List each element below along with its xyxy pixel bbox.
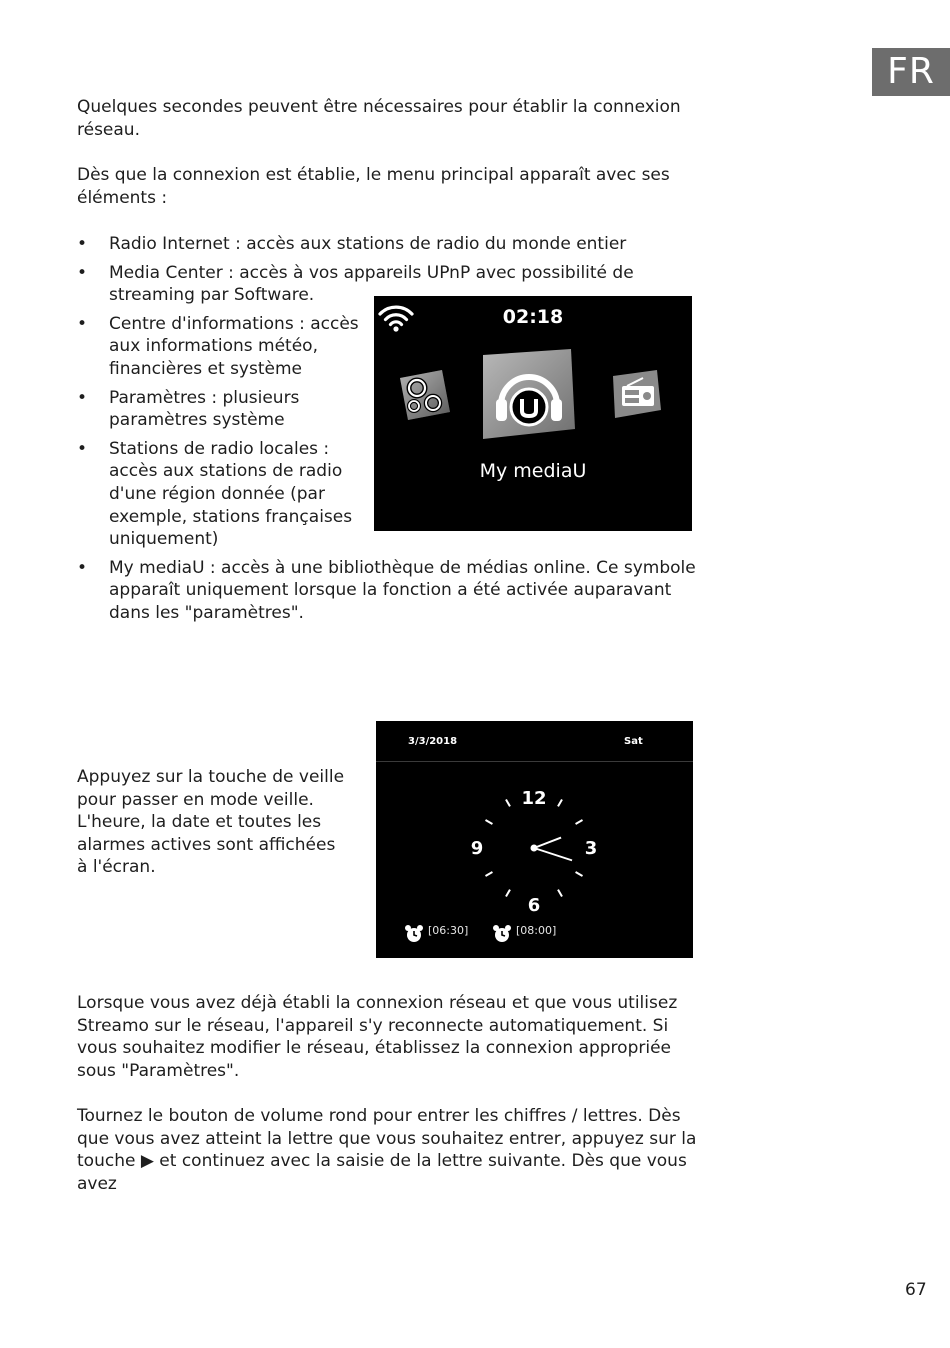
clock-tick xyxy=(558,890,562,897)
clock-number-12: 12 xyxy=(521,788,547,809)
list-item xyxy=(77,313,371,381)
radio-icon xyxy=(613,370,663,420)
clock-tick xyxy=(486,820,493,824)
clock-tick xyxy=(506,890,510,897)
bullet-symbol: • xyxy=(77,313,88,334)
main-menu-screenshot xyxy=(374,296,692,531)
standby-date: 3/3/2018 xyxy=(408,736,458,747)
list-item xyxy=(77,387,371,432)
alarm-clock-icon xyxy=(404,924,424,944)
menu-clock-time: 02:18 xyxy=(502,306,564,328)
bullet-symbol: • xyxy=(77,438,88,459)
bullet-symbol: • xyxy=(77,262,88,283)
list-item xyxy=(77,438,377,551)
clock-number-3: 3 xyxy=(584,838,598,859)
bullet-symbol: • xyxy=(77,557,88,578)
clock-tick xyxy=(558,800,562,807)
list-item-text: Centre d'informations : accès aux informations météo, financières et système xyxy=(109,313,359,379)
clock-number-6: 6 xyxy=(527,895,541,916)
clock-tick xyxy=(486,872,493,876)
page-number: 67 xyxy=(905,1280,927,1300)
list-item xyxy=(77,557,699,625)
alarm-2-time: [08:00] xyxy=(516,924,557,937)
analog-clock xyxy=(376,721,693,958)
language-tab: FR xyxy=(872,48,950,96)
clock-center xyxy=(531,845,538,852)
bullet-symbol: • xyxy=(77,234,88,254)
clock-tick xyxy=(576,872,583,876)
list-item xyxy=(77,233,697,256)
list-item-text: Radio Internet : accès aux stations de radio du monde entier xyxy=(109,234,627,254)
reconnect-paragraph: Lorsque vous avez déjà établi la connexion réseau et que vous utilisez Streamo sur le réseau, l'appareil s'y reconnecte automatiquement. Si vous souhaitez modifier le réseau, établissez la connexion appropriée sous "Paramètres". xyxy=(77,993,678,1081)
alarm-1-time: [06:30] xyxy=(428,924,469,937)
clock-minute-hand xyxy=(534,848,572,860)
list-item-text: Stations de radio locales : accès aux stations de radio d'une région donnée (par exemple, stations françaises uniquement) xyxy=(109,438,353,550)
clock-tick xyxy=(576,820,583,824)
clock-hour-hand xyxy=(534,838,561,848)
menu-selected-label: My mediaU xyxy=(479,460,587,482)
standby-paragraph: Appuyez sur la touche de veille pour passer en mode veille. L'heure, la date et toutes les alarmes actives sont affichées à l'écran. xyxy=(77,767,345,878)
list-item-text: My mediaU : accès à une bibliothèque de médias online. Ce symbole apparaît uniquement lorsque la fonction a été activée auparavant dans les "paramètres". xyxy=(109,557,696,623)
standby-day: Sat xyxy=(624,736,643,747)
clock-tick xyxy=(506,800,510,807)
intro-paragraph: Quelques secondes peuvent être nécessaires pour établir la connexion réseau. xyxy=(77,97,681,140)
settings-gears-icon xyxy=(400,370,450,420)
list-item-text: Media Center : accès à vos appareils UPnP avec possibilité de streaming par Software. xyxy=(109,262,634,306)
menu-intro-paragraph: Dès que la connexion est établie, le menu principal apparaît avec ses éléments : xyxy=(77,165,670,208)
alarm-clock-icon xyxy=(492,924,512,944)
bullet-symbol: • xyxy=(77,387,88,408)
input-paragraph: Tournez le bouton de volume rond pour entrer les chiffres / lettres. Dès que vous avez atteint la lettre que vous souhaitez entrer, appuyez sur la touche ▶ et continuez avec la saisie de la lettre suivante. Dès que vous avez xyxy=(77,1106,697,1194)
standby-screenshot xyxy=(376,721,693,958)
clock-number-9: 9 xyxy=(470,838,484,859)
list-item-text: Paramètres : plusieurs paramètres système xyxy=(109,387,300,431)
mediau-headphones-icon xyxy=(483,349,575,441)
